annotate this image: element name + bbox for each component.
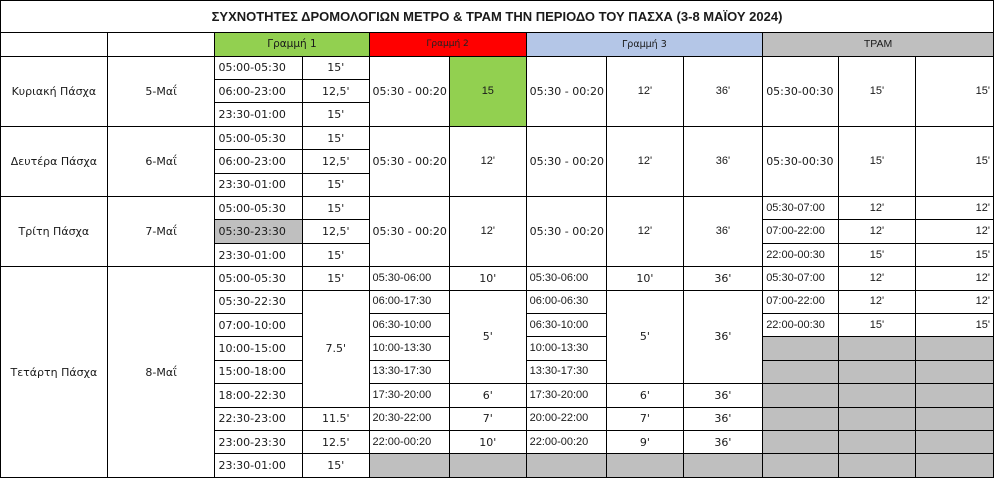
header-empty-day (1, 33, 108, 56)
tram-freq-2: 15' (916, 314, 994, 337)
tram-freq-2: 12' (916, 220, 994, 243)
tram-freq: 12' (838, 220, 916, 243)
line1-freq: 15' (303, 267, 369, 290)
line1-time: 15:00-18:00 (215, 360, 303, 383)
line3-time: 06:30-10:00 (526, 314, 607, 337)
line1-time: 06:00-23:00 (215, 150, 303, 173)
line2-freq: 12' (450, 197, 527, 267)
empty-cell (450, 454, 527, 478)
line3-freq: 6' (607, 384, 684, 407)
tram-empty-cell (838, 337, 916, 360)
line3-extra: 36' (683, 56, 763, 126)
line2-freq: 10' (450, 430, 527, 453)
day-date: 5-Μαΐ (107, 56, 215, 126)
line2-freq: 5' (450, 290, 527, 384)
line1-time: 05:00-05:30 (215, 267, 303, 290)
tram-empty-cell (763, 384, 839, 407)
header-line-1: Γραμμή 1 (215, 33, 369, 56)
tram-time: 05:30-00:30 (763, 56, 839, 126)
tram-freq-2: 12' (916, 267, 994, 290)
line3-extra: 36' (683, 267, 763, 290)
line1-freq: 15' (303, 454, 369, 478)
tram-time: 22:00-00:30 (763, 243, 839, 266)
tram-empty-cell (916, 454, 994, 478)
line2-freq: 7' (450, 407, 527, 430)
line2-time: 06:00-17:30 (369, 290, 450, 313)
line1-time: 07:00-10:00 (215, 314, 303, 337)
line2-time: 05:30 - 00:20 (369, 56, 450, 126)
day-date: 7-Μαΐ (107, 197, 215, 267)
line2-time: 17:30-20:00 (369, 384, 450, 407)
tram-time: 07:00-22:00 (763, 290, 839, 313)
tram-empty-cell (838, 430, 916, 453)
line1-freq: 15' (303, 197, 369, 220)
tram-time: 07:00-22:00 (763, 220, 839, 243)
tram-empty-cell (763, 360, 839, 383)
empty-cell (683, 454, 763, 478)
line3-time: 06:00-06:30 (526, 290, 607, 313)
line1-time: 23:00-23:30 (215, 430, 303, 453)
tram-freq-2: 12' (916, 197, 994, 220)
tram-empty-cell (763, 407, 839, 430)
line1-time: 05:00-05:30 (215, 56, 303, 79)
tram-time: 05:30-07:00 (763, 197, 839, 220)
line1-time: 05:00-05:30 (215, 197, 303, 220)
line3-time: 13:30-17:30 (526, 360, 607, 383)
tram-empty-cell (763, 454, 839, 478)
line2-freq: 12' (450, 126, 527, 196)
day-name: Δευτέρα Πάσχα (1, 126, 108, 196)
line3-time: 22:00-00:20 (526, 430, 607, 453)
line1-time: 05:00-05:30 (215, 126, 303, 149)
line2-time: 05:30-06:00 (369, 267, 450, 290)
line1-time: 23:30-01:00 (215, 454, 303, 478)
tram-freq-2: 15' (916, 126, 994, 196)
tram-freq: 12' (838, 197, 916, 220)
line3-freq: 9' (607, 430, 684, 453)
tram-empty-cell (838, 407, 916, 430)
line1-freq: 12,5' (303, 80, 369, 103)
line1-freq: 7.5' (303, 290, 369, 407)
tram-empty-cell (838, 360, 916, 383)
line2-freq: 6' (450, 384, 527, 407)
tram-time: 22:00-00:30 (763, 314, 839, 337)
line3-freq: 12' (607, 126, 684, 196)
line1-time: 18:00-22:30 (215, 384, 303, 407)
line1-freq: 15' (303, 126, 369, 149)
line2-time: 05:30 - 00:20 (369, 197, 450, 267)
line3-extra: 36' (683, 197, 763, 267)
line3-time: 17:30-20:00 (526, 384, 607, 407)
line3-extra: 36' (683, 384, 763, 407)
line1-freq: 15' (303, 173, 369, 196)
tram-freq: 12' (838, 290, 916, 313)
line3-freq: 7' (607, 407, 684, 430)
tram-empty-cell (916, 384, 994, 407)
line1-time: 05:30-23:30 (215, 220, 303, 243)
page-title: ΣΥΧΝΟΤΗΤΕΣ ΔΡΟΜΟΛΟΓΙΩΝ ΜΕΤΡΟ & ΤΡΑΜ ΤΗΝ ΠΕΡΙΟΔΟ ΤΟΥ ΠΑΣΧΑ (3-8 ΜΑΪΟΥ 2024) (1, 1, 994, 33)
line3-freq: 12' (607, 197, 684, 267)
line3-time: 10:00-13:30 (526, 337, 607, 360)
line1-freq: 15' (303, 103, 369, 126)
line1-freq: 15' (303, 56, 369, 79)
tram-time: 05:30-00:30 (763, 126, 839, 196)
line1-time: 10:00-15:00 (215, 337, 303, 360)
day-date: 8-Μαΐ (107, 267, 215, 478)
tram-empty-cell (763, 430, 839, 453)
tram-freq-2: 15' (916, 243, 994, 266)
line3-extra: 36' (683, 407, 763, 430)
line3-freq: 12' (607, 56, 684, 126)
day-name: Κυριακή Πάσχα (1, 56, 108, 126)
line1-time: 23:30-01:00 (215, 103, 303, 126)
line2-time: 05:30 - 00:20 (369, 126, 450, 196)
tram-time: 05:30-07:00 (763, 267, 839, 290)
line2-time: 10:00-13:30 (369, 337, 450, 360)
day-date: 6-Μαΐ (107, 126, 215, 196)
tram-empty-cell (916, 407, 994, 430)
header-tram: ΤΡΑΜ (763, 33, 994, 56)
day-name: Τετάρτη Πάσχα (1, 267, 108, 478)
line1-time: 06:00-23:00 (215, 80, 303, 103)
line3-time: 05:30-06:00 (526, 267, 607, 290)
tram-empty-cell (838, 454, 916, 478)
tram-freq-2: 15' (916, 56, 994, 126)
line1-freq: 12.5' (303, 430, 369, 453)
tram-empty-cell (916, 430, 994, 453)
day-name: Τρίτη Πάσχα (1, 197, 108, 267)
line3-freq: 10' (607, 267, 684, 290)
line2-time: 20:30-22:00 (369, 407, 450, 430)
header-line-3: Γραμμή 3 (526, 33, 763, 56)
line3-time: 05:30 - 00:20 (526, 56, 607, 126)
header-empty-date (107, 33, 215, 56)
line1-time: 05:30-22:30 (215, 290, 303, 313)
line1-freq: 11.5' (303, 407, 369, 430)
line2-time: 06:30-10:00 (369, 314, 450, 337)
tram-freq: 15' (838, 56, 916, 126)
line2-time: 22:00-00:20 (369, 430, 450, 453)
tram-empty-cell (763, 337, 839, 360)
line3-extra: 36' (683, 430, 763, 453)
line1-freq: 15' (303, 243, 369, 266)
tram-freq-2: 12' (916, 290, 994, 313)
line1-time: 22:30-23:00 (215, 407, 303, 430)
line1-freq: 12,5' (303, 150, 369, 173)
line2-freq: 15 (450, 56, 527, 126)
empty-cell (607, 454, 684, 478)
line3-time: 05:30 - 00:20 (526, 197, 607, 267)
empty-cell (526, 454, 607, 478)
line3-time: 05:30 - 00:20 (526, 126, 607, 196)
line2-freq: 10' (450, 267, 527, 290)
line3-time: 20:00-22:00 (526, 407, 607, 430)
line1-time: 23:30-01:00 (215, 243, 303, 266)
tram-empty-cell (916, 360, 994, 383)
header-line-2: Γραμμή 2 (369, 33, 526, 56)
line2-time: 13:30-17:30 (369, 360, 450, 383)
tram-empty-cell (916, 337, 994, 360)
tram-freq: 12' (838, 267, 916, 290)
tram-freq: 15' (838, 126, 916, 196)
tram-freq: 15' (838, 314, 916, 337)
line3-extra: 36' (683, 290, 763, 384)
line3-freq: 5' (607, 290, 684, 384)
tram-empty-cell (838, 384, 916, 407)
line1-freq: 12,5' (303, 220, 369, 243)
line1-time: 23:30-01:00 (215, 173, 303, 196)
empty-cell (369, 454, 450, 478)
line3-extra: 36' (683, 126, 763, 196)
tram-freq: 15' (838, 243, 916, 266)
